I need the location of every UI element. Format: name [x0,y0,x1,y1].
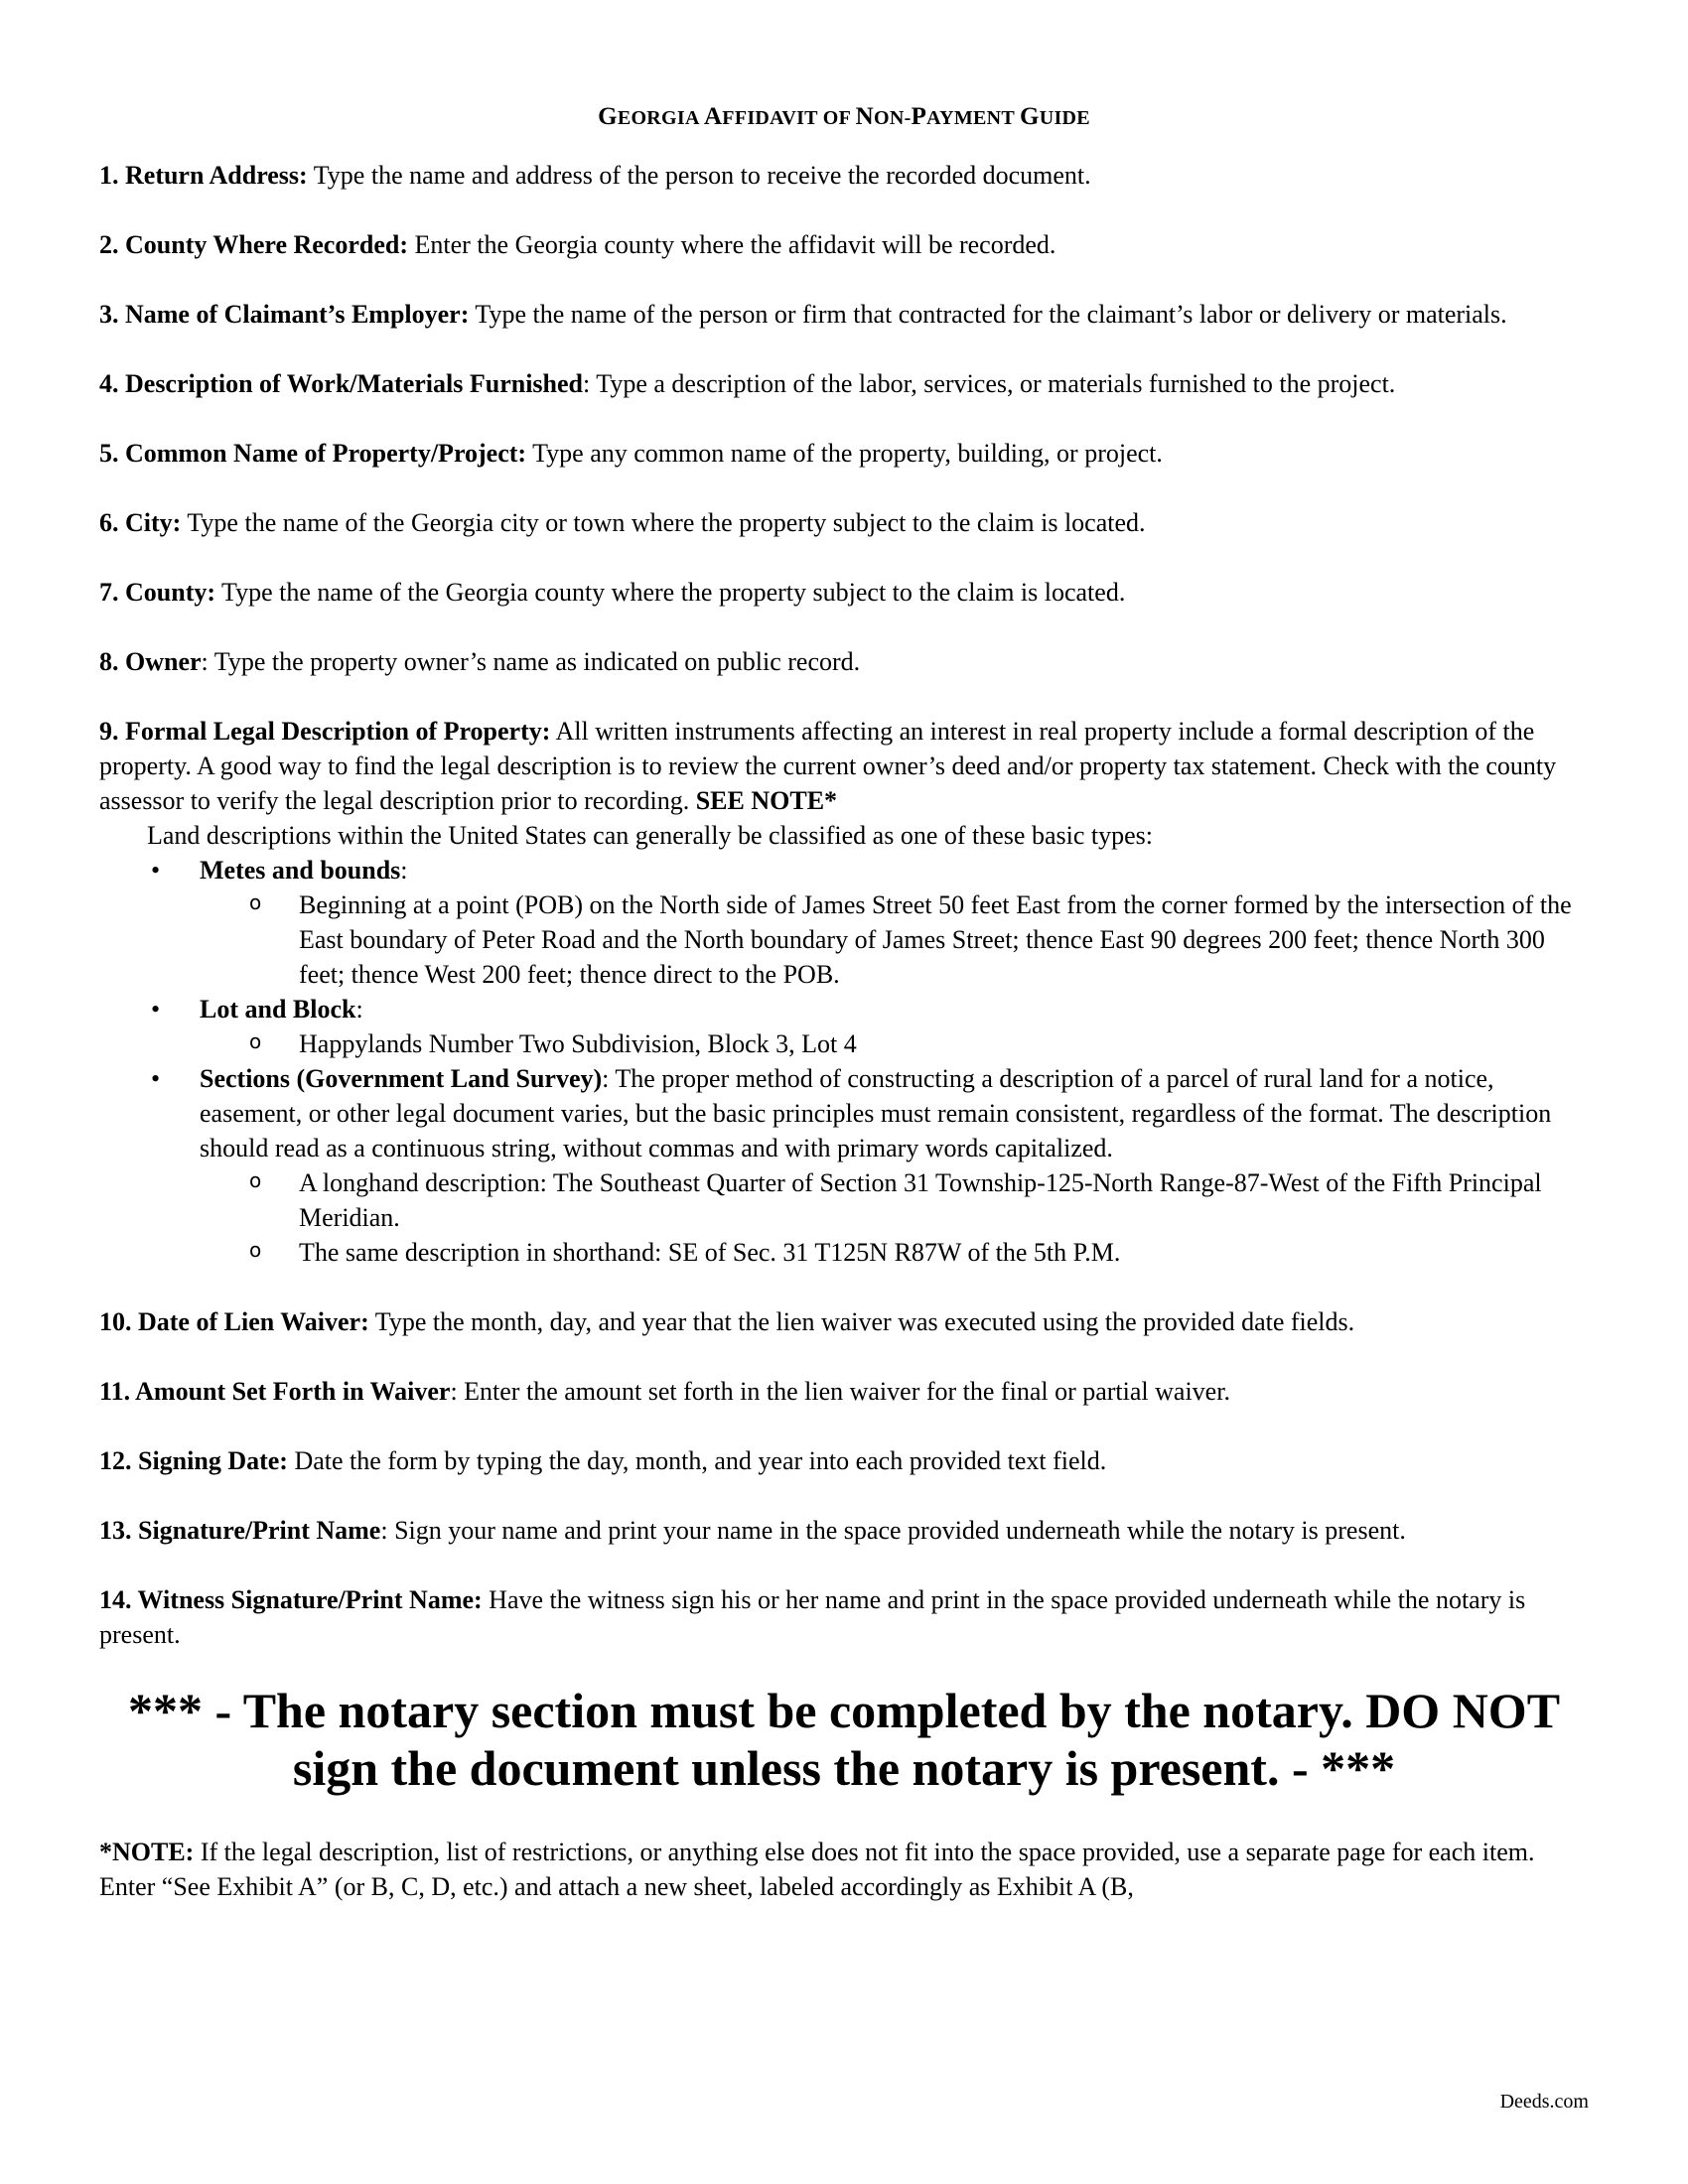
description-types-list [99,853,1589,1270]
item-county: 7. County: Type the name of the Georgia county where the property subject to the claim is located. [99,578,1126,607]
document-page [99,99,1589,1939]
longhand-example: o A longhand description: The Southeast Quarter of Section 31 Township-125-North Range-87-West of the Fifth Principal Meridian. [200,1165,1589,1235]
item-city: 6. City: Type the name of the Georgia city or town where the property subject to the claim is located. [99,508,1146,537]
page-title: GEORGIA AFFIDAVIT OF NON-PAYMENT GUIDE [598,103,1090,130]
note-paragraph: *NOTE: If the legal description, list of restrictions, or anything else does not fit into the space provided, use a separate page for each item. Enter “See Exhibit A” (or B, C, D, etc.) and attach a new sheet, labeled accordingly as Exhibit A (B, [99,1838,1535,1901]
lot-example: o Happylands Number Two Subdivision, Block 3, Lot 4 [200,1026,1589,1061]
footer-brand: Deeds.com [1499,2091,1589,2113]
item-amount: 11. Amount Set Forth in Waiver: Enter the amount set forth in the lien waiver for the final or partial waiver. [99,1377,1230,1406]
list-item-metes: • Metes and bounds: o Beginning at a point (POB) on the North side of James Street 50 feet East from the corner formed by the intersection of the East boundary of Peter Road and the North boundary of James Street; thence East 90 degrees 200 feet; thence North 300 feet; thence West 200 feet; thence direct to the POB. [99,853,1589,992]
shorthand-example: o The same description in shorthand: SE of Sec. 31 T125N R87W of the 5th P.M. [200,1235,1589,1270]
legal-description-text: 9. Formal Legal Description of Property: All written instruments affecting an interest in real property include a formal description of the property. A good way to find the legal description is to review the current owner’s deed and/or property tax statement. Check with the county assessor to verify the legal description prior to recording. SEE NOTE* [99,717,1557,815]
item-common-name: 5. Common Name of Property/Project: Type any common name of the property, building, or project. [99,439,1163,468]
item-work-description: 4. Description of Work/Materials Furnished: Type a description of the labor, services, or materials furnished to the project. [99,369,1396,398]
notary-warning: *** - The notary section must be completed by the notary. DO NOT sign the document unless the notary is present. - *** [127,1683,1561,1796]
item-claimant-employer: 3. Name of Claimant’s Employer: Type the name of the person or firm that contracted for the claimant’s labor or delivery or materials. [99,300,1507,329]
item-lien-waiver-date: 10. Date of Lien Waiver: Type the month, day, and year that the lien waiver was executed using the provided date fields. [99,1307,1355,1336]
list-item-sections: • Sections (Government Land Survey): The proper method of constructing a description of a parcel of rural land for a notice, easement, or other legal document varies, but the basic principles must remain consistent, regardless of the format. The description should read as a continuous string, without commas and with primary words capitalized. o A longhand description: The Southeast Quarter of Section 31 Township-125-North Range-87-West of the Fifth Principal Meridian. o The same description in shorthand: SE of Sec. 31 T125N R87W of the 5th P.M. [99,1061,1589,1270]
item-legal-description [99,714,1589,1270]
item-signing-date: 12. Signing Date: Date the form by typing the day, month, and year into each provided text field. [99,1446,1107,1475]
item-owner: 8. Owner: Type the property owner’s name as indicated on public record. [99,647,861,676]
item-county-recorded: 2. County Where Recorded: Enter the Georgia county where the affidavit will be recorded. [99,230,1056,259]
item-witness: 14. Witness Signature/Print Name: Have the witness sign his or her name and print in the space provided underneath while the notary is present. [99,1585,1526,1649]
item-signature: 13. Signature/Print Name: Sign your name and print your name in the space provided underneath while the notary is present. [99,1516,1406,1545]
metes-example: o Beginning at a point (POB) on the North side of James Street 50 feet East from the corner formed by the intersection of the East boundary of Peter Road and the North boundary of James Street; thence East 90 degrees 200 feet; thence North 300 feet; thence West 200 feet; thence direct to the POB. [200,887,1589,992]
legal-intro: Land descriptions within the United States can generally be classified as one of these basic types: [147,821,1153,850]
list-item-lot-block: • Lot and Block: o Happylands Number Two Subdivision, Block 3, Lot 4 [99,992,1589,1061]
item-return-address: 1. Return Address: Type the name and address of the person to receive the recorded document. [99,161,1091,190]
